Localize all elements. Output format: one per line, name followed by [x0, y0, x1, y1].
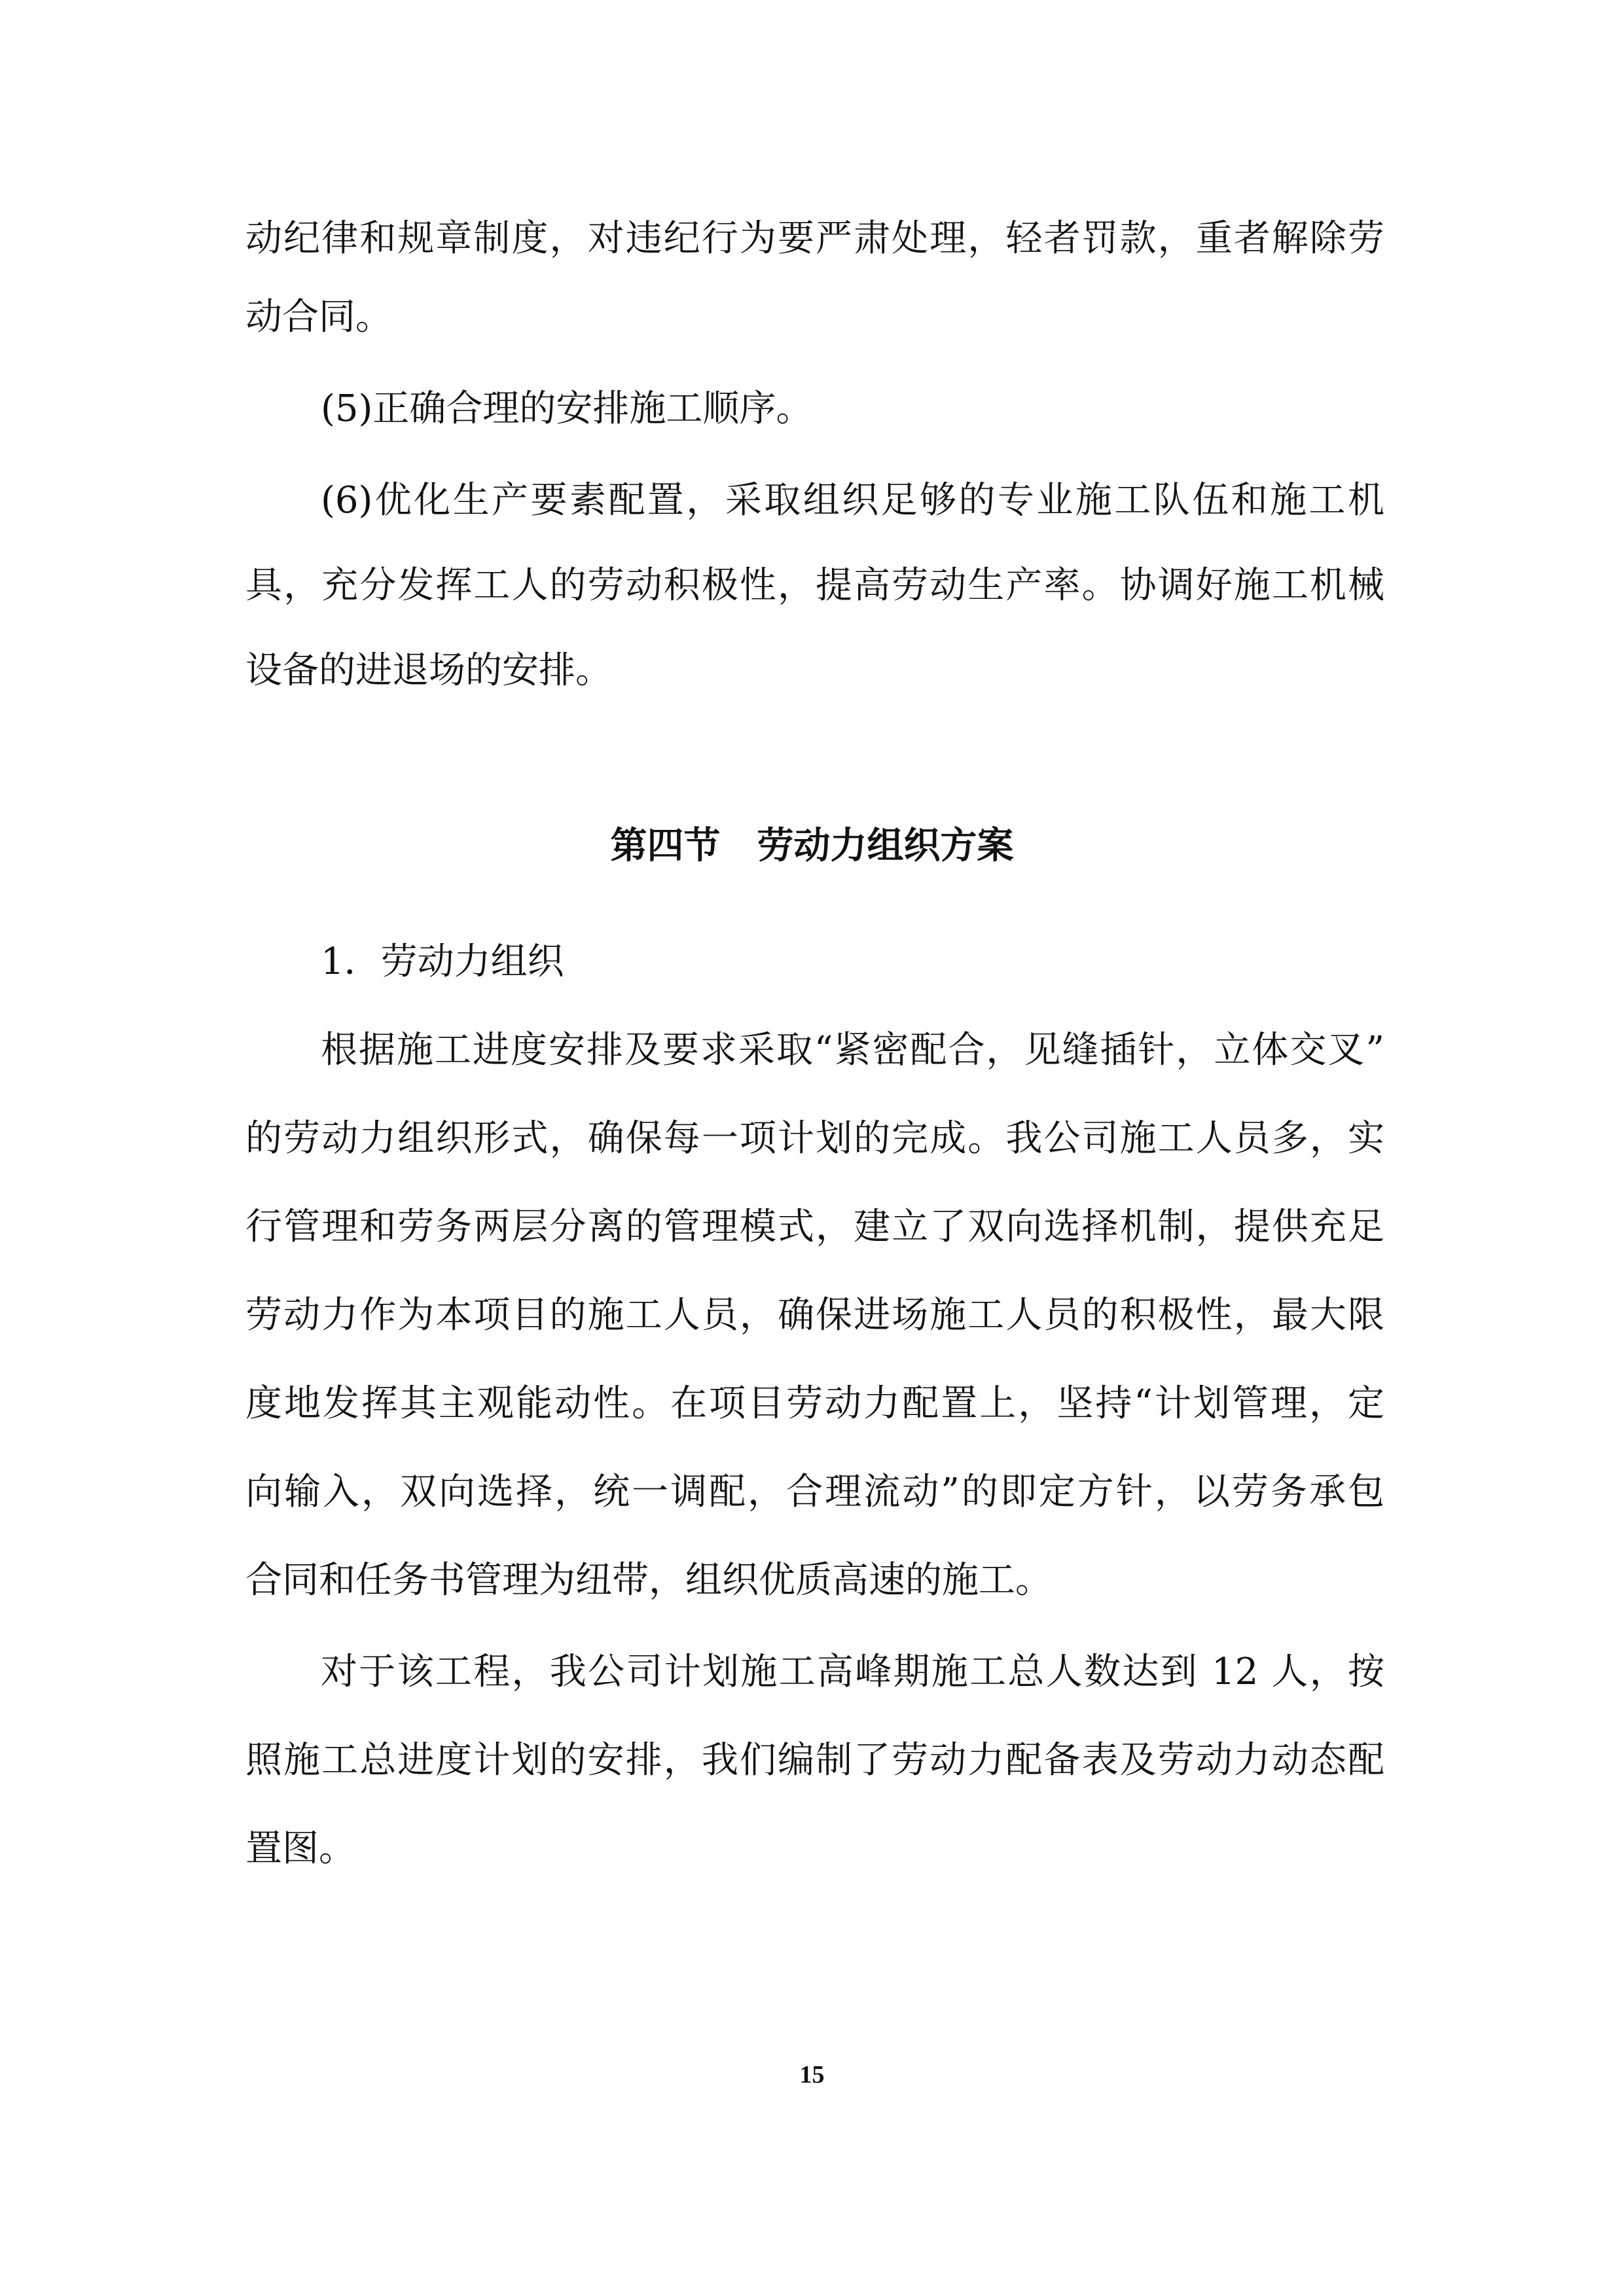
list-item-6: (6)优化生产要素配置，采取组织足够的专业施工队伍和施工机	[321, 479, 1384, 522]
paragraph-line: 合同和任务书管理为纽带，组织优质高速的施工。	[245, 1559, 1052, 1602]
paragraph-line: 根据施工进度安排及要求采取“紧密配合，见缝插针，立体交叉”	[321, 1029, 1384, 1071]
paragraph-line: 设备的进退场的安排。	[245, 649, 612, 692]
paragraph-line: 的劳动力组织形式，确保每一项计划的完成。我公司施工人员多，实	[245, 1117, 1384, 1160]
paragraph-line: 置图。	[245, 1827, 355, 1870]
paragraph-line: 行管理和劳务两层分离的管理模式，建立了双向选择机制，提供充足	[245, 1206, 1384, 1248]
subheading: 1．劳动力组织	[321, 941, 564, 983]
paragraph-line: 具，充分发挥工人的劳动积极性，提高劳动生产率。协调好施工机械	[245, 564, 1384, 607]
section-heading: 第四节 劳动力组织方案	[610, 824, 1014, 867]
paragraph-line: 动合同。	[245, 296, 392, 338]
page-number: 15	[799, 2061, 825, 2089]
paragraph-line: 劳动力作为本项目的施工人员，确保进场施工人员的积极性，最大限	[245, 1294, 1384, 1336]
paragraph-line: 向输入，双向选择，统一调配，合理流动”的即定方针，以劳务承包	[245, 1471, 1384, 1513]
paragraph-line: 对于该工程，我公司计划施工高峰期施工总人数达到 12 人，按	[321, 1651, 1384, 1693]
paragraph-line: 度地发挥其主观能动性。在项目劳动力配置上，坚持“计划管理，定	[245, 1382, 1384, 1425]
paragraph-line: 照施工总进度计划的安排，我们编制了劳动力配备表及劳动力动态配	[245, 1739, 1384, 1782]
paragraph-line: 动纪律和规章制度，对违纪行为要严肃处理，轻者罚款，重者解除劳	[245, 217, 1384, 260]
list-item-5: (5)正确合理的安排施工顺序。	[321, 387, 813, 430]
